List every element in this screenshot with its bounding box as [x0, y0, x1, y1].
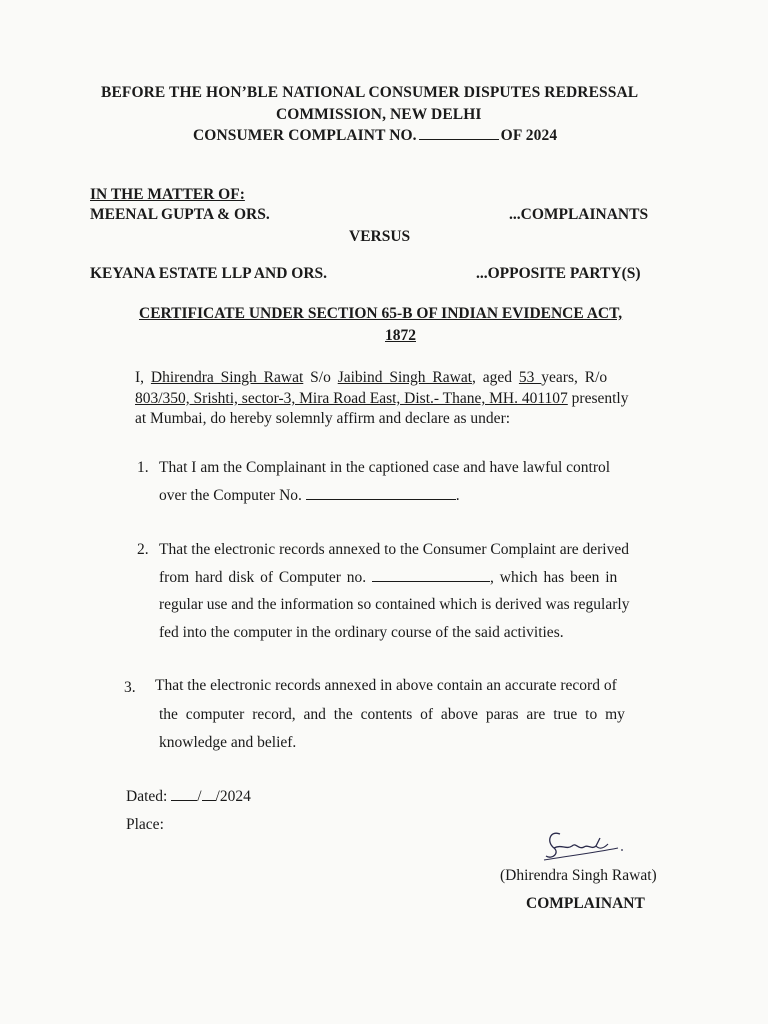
versus-label: VERSUS — [349, 228, 411, 245]
point-2-text: , which has been in — [490, 569, 618, 586]
signatory-name: (Dhirendra Singh Rawat) — [500, 867, 657, 884]
point-3-line-3: knowledge and belief. — [159, 734, 297, 751]
point-2-line-1: That the electronic records annexed to the Consumer Complaint are derived — [159, 541, 629, 558]
intro-line-1 — [135, 369, 607, 387]
complaint-no-label: CONSUMER COMPLAINT NO. — [193, 127, 417, 144]
complainant-role: ...COMPLAINANTS — [509, 206, 649, 223]
point-2-line-3: regular use and the information so contained which is derived was regularly — [159, 596, 630, 613]
intro-text: presently — [567, 390, 629, 407]
hard-disk-computer-no-blank — [372, 580, 490, 582]
complaint-year: OF 2024 — [500, 127, 558, 144]
certificate-title-line-1: CERTIFICATE UNDER SECTION 65-B OF INDIAN EVIDENCE ACT, — [139, 305, 623, 322]
signatory-role: COMPLAINANT — [526, 895, 645, 912]
declarant-name: Dhirendra Singh Rawat — [150, 369, 304, 386]
complainant-name: MEENAL GUPTA & ORS. — [90, 206, 270, 223]
dated-label: Dated: — [126, 788, 168, 805]
heading-line-2: COMMISSION, NEW DELHI — [276, 106, 482, 123]
date-year: /2024 — [215, 788, 251, 805]
signature-image — [538, 820, 628, 866]
intro-text: I, — [135, 369, 151, 386]
father-name: Jaibind Singh Rawat — [337, 369, 473, 386]
heading-line-3 — [193, 127, 557, 145]
dated-line — [126, 788, 251, 806]
certificate-title-line-2: 1872 — [385, 327, 416, 344]
point-2-line-2 — [159, 569, 617, 587]
point-3-line-1: That the electronic records annexed in above contain an accurate record of — [155, 677, 617, 694]
intro-text: , aged — [472, 369, 519, 386]
intro-line-2 — [135, 390, 629, 408]
heading-line-1: BEFORE THE HON’BLE NATIONAL CONSUMER DISPUTES REDRESSAL — [101, 84, 639, 101]
point-2-text: from hard disk of Computer no. — [159, 569, 367, 586]
date-month-blank — [202, 799, 216, 801]
date-separator: / — [197, 788, 202, 805]
computer-no-blank — [306, 498, 456, 500]
in-the-matter-label: IN THE MATTER OF: — [90, 186, 245, 203]
intro-line-3: at Mumbai, do hereby solemnly affirm and declare as under: — [135, 410, 511, 427]
opposite-party-name: KEYANA ESTATE LLP AND ORS. — [90, 265, 328, 282]
point-3-line-2: the computer record, and the contents of above paras are true to my — [159, 706, 625, 723]
intro-text: years, R/o — [541, 369, 608, 386]
point-2-line-4: fed into the computer in the ordinary course of the said activities. — [159, 624, 564, 641]
point-1-line-1: That I am the Complainant in the captioned case and have lawful control — [159, 459, 611, 476]
point-3-number: 3. — [124, 679, 136, 696]
complaint-no-blank — [419, 138, 499, 140]
point-1-number: 1. — [137, 459, 149, 476]
date-day-blank — [171, 799, 197, 801]
point-1-text: . — [455, 487, 460, 504]
point-1-text: over the Computer No. — [159, 487, 302, 504]
place-label: Place: — [126, 816, 164, 833]
opposite-party-role: ...OPPOSITE PARTY(S) — [476, 265, 641, 282]
declarant-age: 53 — [518, 369, 542, 386]
point-1-line-2 — [159, 487, 460, 505]
intro-text: S/o — [303, 369, 338, 386]
point-2-number: 2. — [137, 541, 149, 558]
declarant-address: 803/350, Srishti, sector-3, Mira Road East, Dist.- Thane, MH. 401107 — [135, 390, 568, 407]
